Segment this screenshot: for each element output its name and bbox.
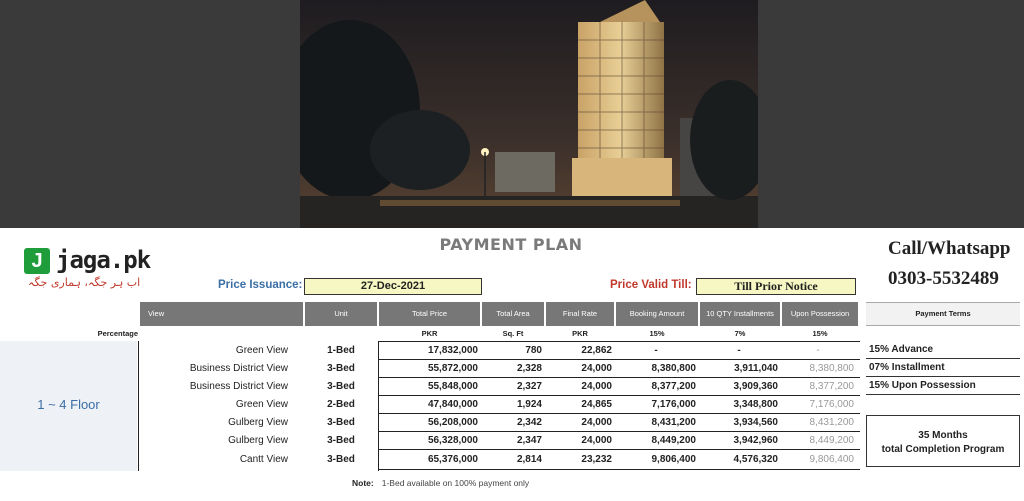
cell-total-price: 56,208,000 [427, 417, 478, 428]
cell-final-rate: 24,000 [581, 381, 612, 392]
sub-header-area-unit: Sq. Ft [502, 329, 524, 338]
completion-program-box [866, 415, 1020, 467]
contact-label: Call/Whatsapp [888, 238, 1011, 259]
table-row [140, 342, 860, 360]
cell-upon-possession: 7,176,000 [809, 399, 854, 410]
cell-total-price: 47,840,000 [427, 399, 478, 410]
cell-total-area: 2,342 [516, 417, 542, 428]
price-valid-label: Price Valid Till: [610, 279, 692, 291]
price-issuance-value: 27-Dec-2021 [304, 278, 482, 295]
cell-installment: - [737, 345, 741, 356]
cell-total-price: 55,848,000 [427, 381, 478, 392]
cell-final-rate: 22,862 [581, 345, 612, 356]
cell-total-area: 2,328 [516, 363, 542, 374]
cell-installment: 4,576,320 [733, 454, 778, 465]
cell-upon-possession: 8,377,200 [809, 381, 854, 392]
table-left-border [138, 341, 139, 471]
completion-duration: 35 Months [918, 430, 968, 441]
cell-final-rate: 24,000 [581, 417, 612, 428]
cell-view: Green View [235, 399, 288, 410]
table-row [140, 451, 860, 469]
cell-installment: 3,348,800 [733, 399, 778, 410]
term-possession: 15% Upon Possession [866, 377, 1020, 395]
cell-total-price: 56,328,000 [427, 435, 478, 446]
cell-unit: 2-Bed [327, 399, 355, 410]
note-label: Note: [352, 478, 374, 488]
column-header-final-rate: Final Rate [546, 302, 614, 326]
cell-total-area: 780 [525, 345, 542, 356]
cell-upon-possession: 8,380,800 [809, 363, 854, 374]
cell-upon-possession: 9,806,400 [809, 454, 854, 465]
cell-total-price: 55,872,000 [427, 363, 478, 374]
cell-unit: 3-Bed [327, 363, 355, 374]
sub-header-rate-unit: PKR [572, 329, 588, 338]
cell-view: Cantt View [239, 454, 288, 465]
cell-final-rate: 24,000 [581, 435, 612, 446]
cell-total-area: 2,347 [516, 435, 542, 446]
brand-logo [24, 244, 164, 294]
page-title: PAYMENT PLAN [439, 235, 583, 254]
floor-label: 1 ~ 4 Floor [37, 397, 100, 412]
building-photo [300, 0, 758, 228]
cell-installment: 3,911,040 [734, 363, 778, 374]
sub-header-price-unit: PKR [421, 329, 438, 338]
cell-final-rate: 23,232 [581, 454, 612, 465]
column-header-installments: 10 QTY Installments [700, 302, 780, 326]
cell-upon-possession: 8,431,200 [809, 417, 854, 428]
cell-final-rate: 24,865 [581, 399, 612, 410]
cell-booking-amount: 7,176,000 [651, 399, 696, 410]
table-row [140, 396, 860, 414]
cell-booking-amount: 9,806,400 [651, 454, 696, 465]
cell-booking-amount: 8,380,800 [651, 363, 696, 374]
cell-total-price: 17,832,000 [427, 345, 478, 356]
cell-unit: 3-Bed [327, 454, 355, 465]
table-row [140, 378, 860, 396]
cell-upon-possession: 8,449,200 [809, 435, 854, 446]
cell-unit: 3-Bed [327, 417, 355, 428]
table-row [140, 360, 860, 378]
sub-header-booking-pct: 15% [649, 329, 665, 338]
contact-number[interactable]: 0303-5532489 [888, 268, 999, 289]
cell-installment: 3,934,560 [733, 417, 778, 428]
sub-header-installment-pct: 7% [734, 329, 746, 338]
cell-view: Gulberg View [228, 435, 288, 446]
note-text: 1-Bed available on 100% payment only [381, 478, 530, 488]
hero-banner [0, 0, 1024, 228]
row-divider [378, 469, 860, 470]
sub-header-possession-pct: 15% [812, 329, 828, 338]
brand-tagline: اب ہر جگہ، ہماری جگہ [28, 276, 141, 289]
percentage-label: Percentage [97, 329, 138, 338]
cell-booking-amount: 8,449,200 [651, 435, 696, 446]
cell-booking-amount: 8,431,200 [651, 417, 696, 428]
column-header-total-area: Total Area [482, 302, 544, 326]
cell-unit: 1-Bed [327, 345, 355, 356]
column-header-total-price: Total Price [379, 302, 480, 326]
cell-view: Business District View [189, 363, 288, 374]
cell-upon-possession: - [816, 345, 820, 356]
footer-note [352, 478, 529, 488]
completion-note: total Completion Program [881, 444, 1005, 455]
cell-total-area: 2,814 [516, 454, 542, 465]
column-header-view: View [140, 302, 303, 326]
table-row [140, 414, 860, 432]
price-valid-value: Till Prior Notice [696, 278, 856, 295]
column-header-unit: Unit [305, 302, 377, 326]
cell-view: Business District View [189, 381, 288, 392]
table-row [140, 432, 860, 450]
cell-view: Gulberg View [228, 417, 288, 428]
cell-unit: 3-Bed [327, 381, 355, 392]
term-advance: 15% Advance [866, 341, 1020, 359]
term-installment: 07% Installment [866, 359, 1020, 377]
cell-final-rate: 24,000 [581, 363, 612, 374]
column-header-booking-amount: Booking Amount [616, 302, 698, 326]
cell-booking-amount: 8,377,200 [651, 381, 696, 392]
cell-installment: 3,942,960 [733, 435, 778, 446]
cell-total-price: 65,376,000 [427, 454, 478, 465]
cell-view: Green View [235, 345, 288, 356]
cell-booking-amount: - [654, 345, 658, 356]
payment-terms-header: Payment Terms [866, 302, 1020, 326]
column-header-upon-possession: Upon Possession [782, 302, 858, 326]
cell-unit: 3-Bed [327, 435, 355, 446]
jaga-logo-icon: J [24, 248, 50, 274]
brand-name: jaga.pk [56, 246, 151, 274]
cell-installment: 3,909,360 [733, 381, 778, 392]
price-issuance-label: Price Issuance: [218, 279, 303, 291]
cell-total-area: 2,327 [516, 381, 542, 392]
cell-total-area: 1,924 [516, 399, 542, 410]
